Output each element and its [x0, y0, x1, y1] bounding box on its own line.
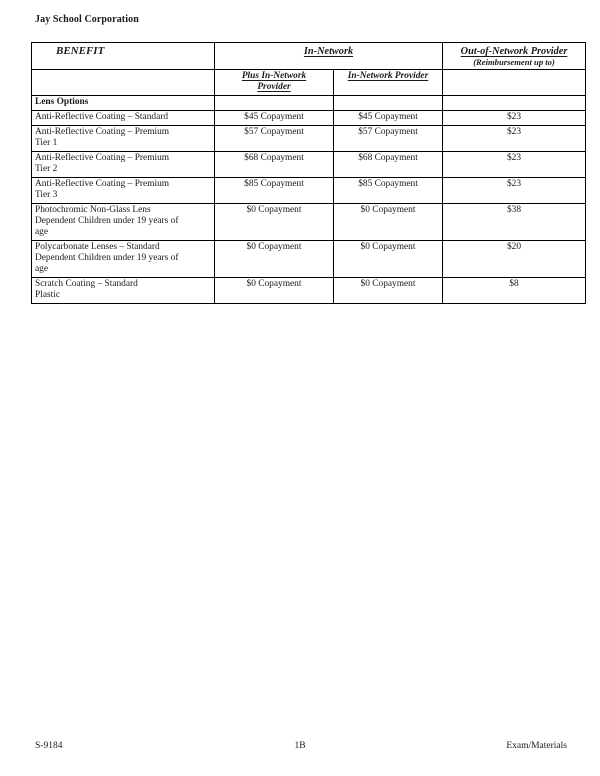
in-network-value: $0 Copayment — [334, 278, 443, 304]
table-row — [32, 241, 586, 278]
benefit-name-line: Anti-Reflective Coating – Premium — [35, 179, 170, 189]
column-header-plus-in-network-provider — [215, 70, 334, 96]
benefit-name-line: Dependent Children under 19 years of — [35, 216, 179, 226]
out-of-network-label: Out-of-Network Provider — [460, 46, 568, 57]
footer-page-number: 1B — [294, 741, 306, 751]
benefit-table — [31, 42, 586, 304]
benefit-name — [32, 278, 215, 304]
in-network-value: $0 Copayment — [334, 204, 443, 241]
in-network-value: $0 Copayment — [334, 241, 443, 278]
page-footer — [0, 741, 600, 755]
benefit-name-line: Anti-Reflective Coating – Premium — [35, 127, 170, 137]
header-row-1 — [32, 43, 586, 70]
in-network-provider-label: In-Network Provider — [347, 71, 429, 81]
plus-in-network-value: $0 Copayment — [215, 204, 334, 241]
benefit-name-line: age — [35, 264, 49, 274]
benefit-name-line: Polycarbonate Lenses – Standard — [35, 242, 160, 252]
table-row — [32, 178, 586, 204]
plus-in-network-line-1: Plus In-Network — [241, 71, 307, 81]
benefit-name-line: Plastic — [35, 290, 60, 300]
column-header-benefit: BENEFIT — [32, 43, 215, 70]
table-row — [32, 278, 586, 304]
out-of-network-value: $38 — [443, 204, 586, 241]
out-of-network-value: $23 — [443, 111, 586, 126]
plus-in-network-value: $0 Copayment — [215, 241, 334, 278]
benefit-name-line: Tier 3 — [35, 190, 58, 200]
benefit-name-line: age — [35, 227, 49, 237]
footer-form-number: S-9184 — [35, 741, 63, 751]
plus-in-network-value: $68 Copayment — [215, 152, 334, 178]
out-of-network-value: $23 — [443, 126, 586, 152]
document-title: Jay School Corporation — [35, 14, 139, 25]
out-of-network-value: $23 — [443, 152, 586, 178]
plus-in-network-value: $57 Copayment — [215, 126, 334, 152]
header-row-2 — [32, 70, 586, 96]
header-empty-cell — [32, 70, 215, 96]
plus-in-network-value: $0 Copayment — [215, 278, 334, 304]
benefit-name — [32, 126, 215, 152]
benefit-name-line: Dependent Children under 19 years of — [35, 253, 179, 263]
in-network-value: $68 Copayment — [334, 152, 443, 178]
column-header-out-of-network — [443, 43, 586, 70]
in-network-group-label: In-Network — [303, 46, 354, 57]
out-of-network-value: $20 — [443, 241, 586, 278]
benefit-name — [32, 204, 215, 241]
table-row — [32, 126, 586, 152]
table-row — [32, 204, 586, 241]
table-row — [32, 111, 586, 126]
in-network-value: $85 Copayment — [334, 178, 443, 204]
out-of-network-value: $23 — [443, 178, 586, 204]
empty-cell — [215, 96, 334, 111]
section-label: Lens Options — [32, 96, 215, 111]
empty-cell — [443, 96, 586, 111]
section-row — [32, 96, 586, 111]
footer-section-name: Exam/Materials — [506, 741, 567, 751]
benefit-name-line: Photochromic Non-Glass Lens — [35, 205, 151, 215]
benefit-name-line: Tier 1 — [35, 138, 58, 148]
benefit-name-line: Anti-Reflective Coating – Premium — [35, 153, 170, 163]
in-network-value: $45 Copayment — [334, 111, 443, 126]
plus-in-network-line-2: Provider — [257, 82, 291, 92]
plus-in-network-value: $85 Copayment — [215, 178, 334, 204]
benefit-table-body — [32, 96, 586, 304]
in-network-value: $57 Copayment — [334, 126, 443, 152]
empty-cell — [334, 96, 443, 111]
benefit-name — [32, 178, 215, 204]
benefit-name — [32, 111, 215, 126]
benefit-name-line: Scratch Coating – Standard — [35, 279, 138, 289]
benefit-name-line: Anti-Reflective Coating – Standard — [35, 112, 169, 122]
plus-in-network-value: $45 Copayment — [215, 111, 334, 126]
column-header-in-network-group — [215, 43, 443, 70]
benefit-name — [32, 152, 215, 178]
column-header-in-network-provider — [334, 70, 443, 96]
table-row — [32, 152, 586, 178]
out-of-network-value: $8 — [443, 278, 586, 304]
out-of-network-sublabel: (Reimbursement up to) — [473, 57, 555, 67]
benefit-name-line: Tier 2 — [35, 164, 58, 174]
header-empty-cell — [443, 70, 586, 96]
benefit-name — [32, 241, 215, 278]
